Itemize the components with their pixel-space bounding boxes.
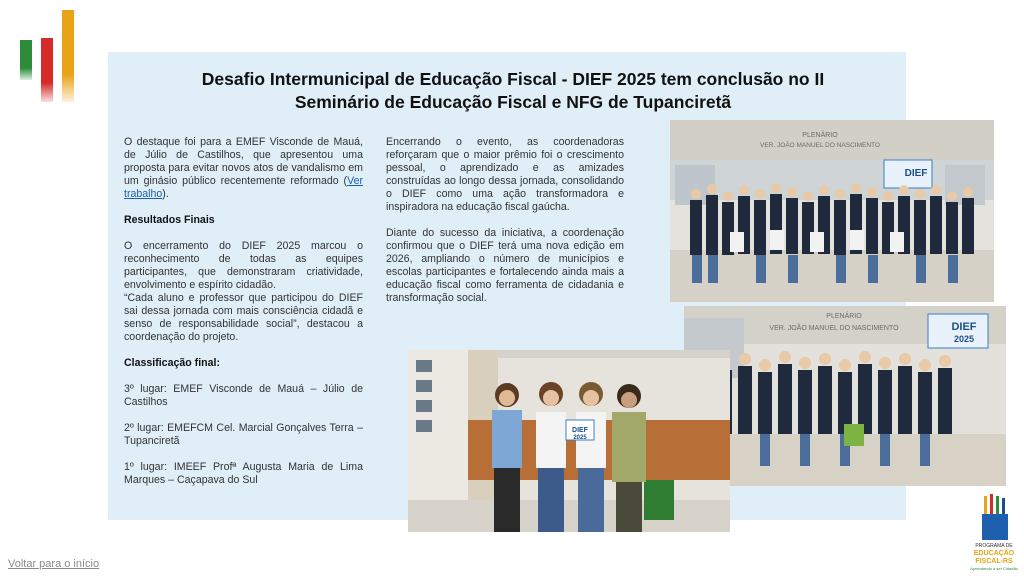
educacao-fiscal-logo <box>966 492 1022 572</box>
dief-banner-text: DIEF <box>904 168 928 179</box>
pencil-cup-icon <box>982 494 1008 540</box>
yellow-bar <box>62 10 74 102</box>
group-photo-top <box>670 120 994 302</box>
logo-line-2: EDUCAÇÃO <box>973 550 1015 557</box>
dief-banner-year: 2025 <box>953 334 975 344</box>
title-line-1: Desafio Intermunicipal de Educação Fiscal - DIEF 2025 tem conclusão no II <box>201 69 825 89</box>
results-heading-text: Resultados Finais <box>124 214 215 226</box>
results-heading <box>124 214 363 227</box>
place-item: 3º lugar: EMEF Visconde de Mauá – Júlio de Castilhos <box>124 383 363 408</box>
award-photo <box>408 350 730 532</box>
page-title <box>120 68 906 114</box>
text-column-left <box>124 136 363 500</box>
dief-award-text: DIEF <box>572 427 588 434</box>
place-item: 1º lugar: IMEEF Profª Augusta Maria de Lima Marques – Caçapava do Sul <box>124 461 363 486</box>
dief-banner-text: DIEF <box>951 321 977 333</box>
vereador-sign: VER. JOÃO MANUEL DO NASCIMENTO <box>760 142 880 149</box>
title-line-2: Seminário de Educação Fiscal e NFG de Tupanciretã <box>294 92 732 112</box>
results-paragraph: O encerramento do DIEF 2025 marcou o reconhecimento de todas as equipes participantes, que demonstraram criatividade, envolvimento e espírito cidadão. <box>124 240 363 291</box>
group-photo-bottom <box>684 306 1006 486</box>
logo-line-3: FISCAL-RS <box>975 558 1013 565</box>
plenario-sign: PLENÁRIO <box>802 132 838 139</box>
closing-paragraph: Encerrando o evento, as coordenadoras reforçaram que o maior prêmio foi o crescimento pessoal, o aprendizado e as amizades construídas ao longo dessa jornada, consolidando o DIEF como uma ação transformadora e inspiradora na educação fiscal gaúcha. <box>386 136 624 213</box>
place-item: 2º lugar: EMEFCM Cel. Marcial Gonçalves Terra – Tupanciretã <box>124 422 363 447</box>
red-bar <box>41 38 53 102</box>
dief-award-year: 2025 <box>573 435 587 441</box>
plenario-sign: PLENÁRIO <box>826 313 862 320</box>
next-edition-paragraph: Diante do sucesso da iniciativa, a coordenação confirmou que o DIEF terá uma nova edição em 2026, ampliando o número de municípios e escolas participantes e fortalecendo ainda mais a educação fiscal como ferramenta de cidadania e transformação social. <box>386 227 624 304</box>
logo-bars-icon <box>20 10 78 102</box>
text-column-right <box>386 136 624 318</box>
classification-heading-text: Classificação final: <box>124 357 220 369</box>
vereador-sign: VER. JOÃO MANUEL DO NASCIMENTO <box>769 325 899 332</box>
classification-heading <box>124 357 363 370</box>
green-bar <box>20 40 32 80</box>
ver-trabalho-link[interactable]: Ver trabalho <box>124 175 363 200</box>
logo-line-4: Aprendendo a ser Cidadão <box>970 566 1018 571</box>
intro-paragraph <box>124 136 363 201</box>
quote-paragraph: “Cada aluno e professor que participou do DIEF sai dessa jornada com mais consciência cidadã e senso de responsabilidade social”, destacou a coordenação do projeto. <box>124 292 363 343</box>
back-to-start-link[interactable]: Voltar para o início <box>8 558 100 570</box>
logo-line-1: PROGRAMA DE <box>975 543 1013 549</box>
intro-end: ). <box>162 188 169 200</box>
intro-text: O destaque foi para a EMEF Visconde de Mauá, de Júlio de Castilhos, que apresentou uma proposta para evitar novos atos de vandalismo em um ginásio público recentemente reformado ( <box>124 136 363 187</box>
